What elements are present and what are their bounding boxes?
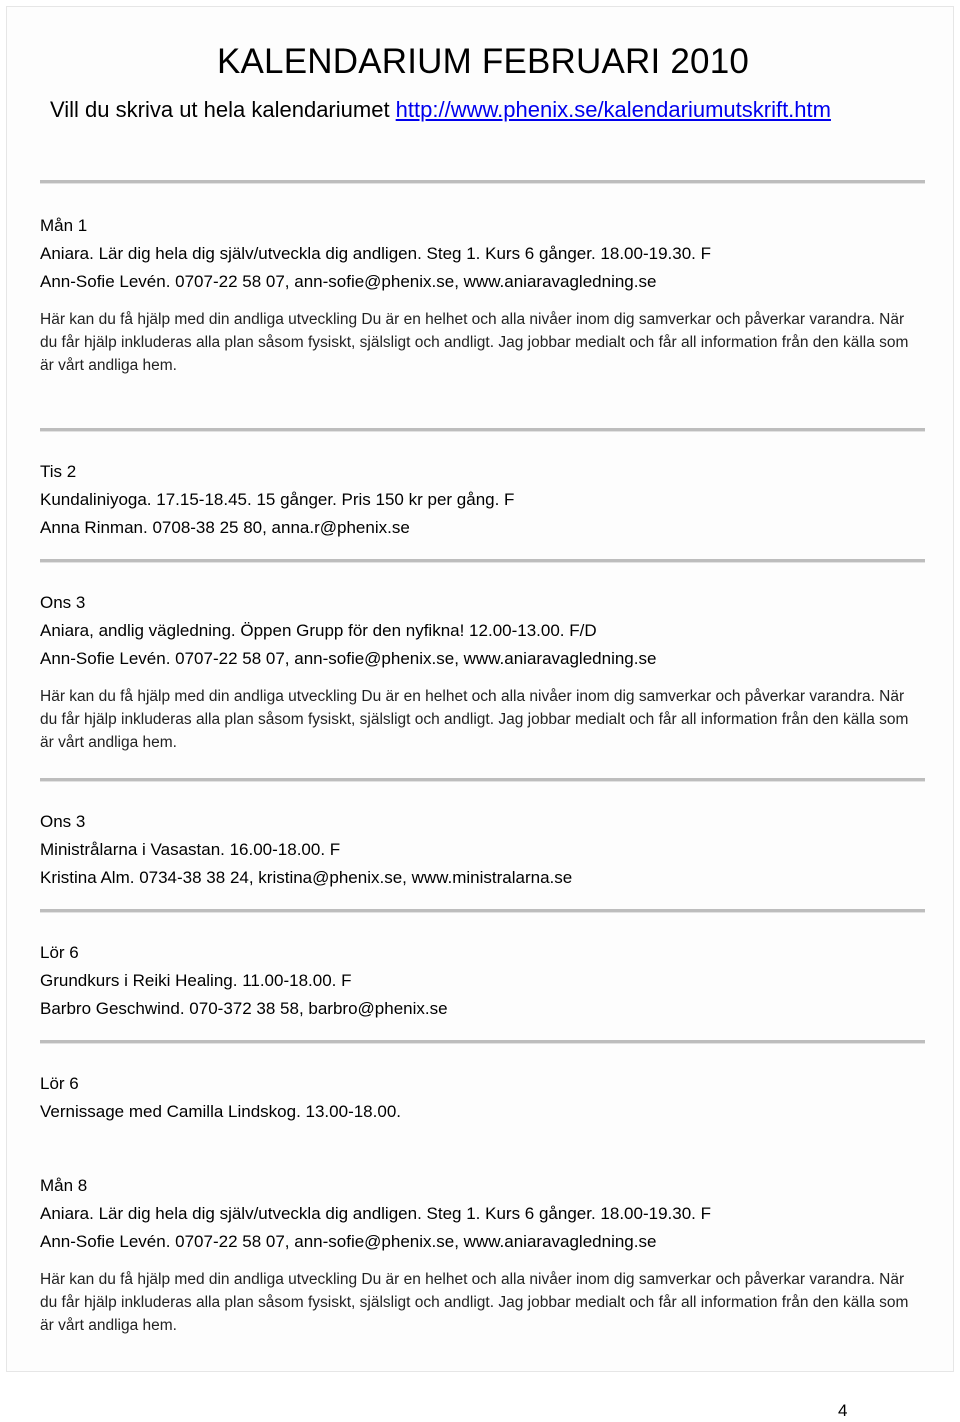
calendar-entry-tis-2 [40,458,920,542]
entry-contact: Kristina Alm. 0734-38 38 24, kristina@phenix.se, www.ministralarna.se [40,868,573,887]
entry-event: Ministrålarna i Vasastan. 16.00-18.00. F [40,840,341,859]
entry-day: Lör 6 [40,943,79,962]
divider [40,1040,925,1044]
print-notice [50,94,831,126]
calendar-entry-ons-3-aniara [40,589,920,754]
divider [40,180,925,184]
entry-contact: Anna Rinman. 0708-38 25 80, anna.r@phenix.se [40,518,410,537]
calendar-entry-man-8 [40,1172,920,1337]
entry-day: Lör 6 [40,1074,79,1093]
entry-day: Mån 1 [40,216,88,235]
page-title: KALENDARIUM FEBRUARI 2010 [216,42,750,81]
divider [40,428,925,432]
entry-day: Mån 8 [40,1176,88,1195]
calendar-entry-man-1 [40,212,920,377]
entry-description: Här kan du få hjälp med din andliga utveckling Du är en helhet och alla nivåer inom dig samverkar och påverkar varandra. När du får hjälp inkluderas alla plan såsom fysiskt, själsligt och andligt. Jag jobbar medialt och får all information från den källa som är vårt andliga hem. [40,311,909,374]
divider [40,778,925,782]
entry-contact: Ann-Sofie Levén. 0707-22 58 07, ann-sofie@phenix.se, www.aniaravagledning.se [40,649,657,668]
entry-contact: Ann-Sofie Levén. 0707-22 58 07, ann-sofie@phenix.se, www.aniaravagledning.se [40,272,657,291]
entry-event: Kundaliniyoga. 17.15-18.45. 15 gånger. Pris 150 kr per gång. F [40,490,515,509]
calendar-entry-lor-6-reiki [40,939,920,1023]
print-calendar-link[interactable]: http://www.phenix.se/kalendariumutskrift.htm [395,97,831,122]
entry-day: Tis 2 [40,462,77,481]
divider [40,559,925,563]
entry-event: Vernissage med Camilla Lindskog. 13.00-18.00. [40,1102,401,1121]
entry-event: Aniara. Lär dig hela dig själv/utveckla dig andligen. Steg 1. Kurs 6 gånger. 18.00-19.30. F [40,244,711,263]
calendar-entry-lor-6-vernissage [40,1070,920,1126]
entry-description: Här kan du få hjälp med din andliga utveckling Du är en helhet och alla nivåer inom dig samverkar och påverkar varandra. När du får hjälp inkluderas alla plan såsom fysiskt, själsligt och andligt. Jag jobbar medialt och får all information från den källa som är vårt andliga hem. [40,1271,909,1334]
entry-contact: Barbro Geschwind. 070-372 38 58, barbro@phenix.se [40,999,448,1018]
entry-day: Ons 3 [40,593,86,612]
entry-event: Aniara, andlig vägledning. Öppen Grupp för den nyfikna! 12.00-13.00. F/D [40,621,597,640]
page-number: 4 [838,1401,848,1420]
entry-event: Grundkurs i Reiki Healing. 11.00-18.00. F [40,971,352,990]
entry-day: Ons 3 [40,812,86,831]
entry-description: Här kan du få hjälp med din andliga utveckling Du är en helhet och alla nivåer inom dig samverkar och påverkar varandra. När du får hjälp inkluderas alla plan såsom fysiskt, själsligt och andligt. Jag jobbar medialt och får all information från den källa som är vårt andliga hem. [40,688,909,751]
divider [40,909,925,913]
calendar-entry-ons-3-ministralarna [40,808,920,892]
entry-contact: Ann-Sofie Levén. 0707-22 58 07, ann-sofie@phenix.se, www.aniaravagledning.se [40,1232,657,1251]
print-notice-text: Vill du skriva ut hela kalendariumet [50,97,396,122]
entry-event: Aniara. Lär dig hela dig själv/utveckla dig andligen. Steg 1. Kurs 6 gånger. 18.00-19.30. F [40,1204,711,1223]
